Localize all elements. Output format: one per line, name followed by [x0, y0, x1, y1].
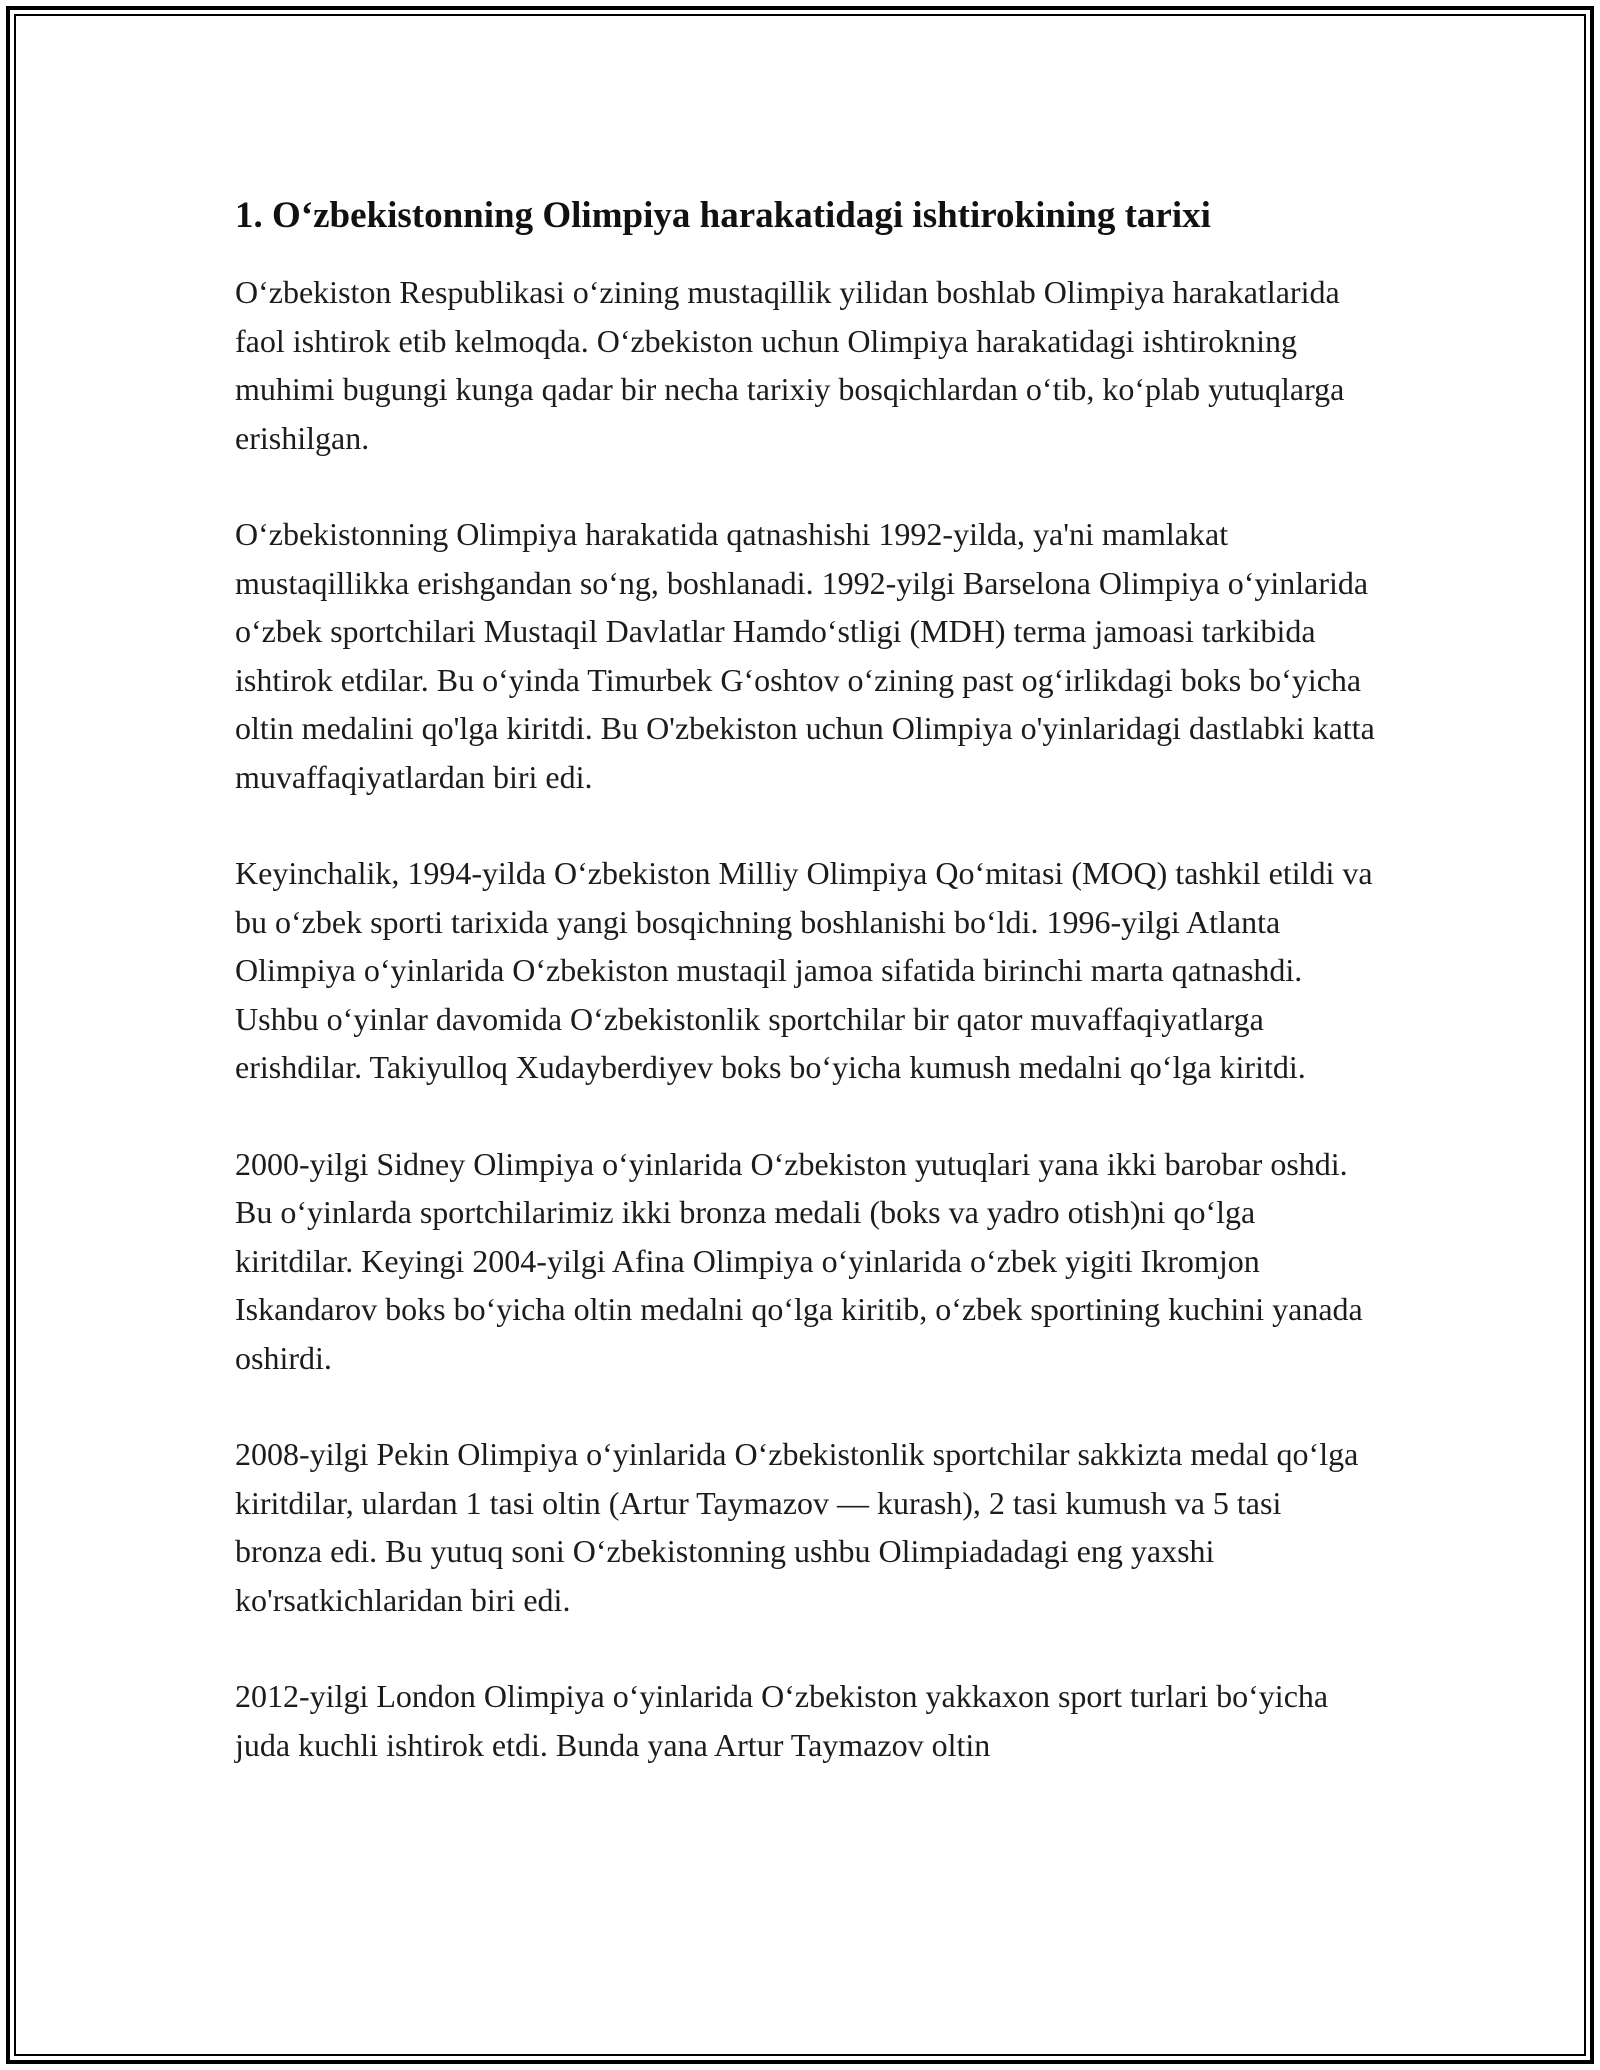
paragraph-intro: O‘zbekiston Respublikasi o‘zining mustaqillik yilidan boshlab Olimpiya harakatlarida faol ishtirok etib kelmoqda. O‘zbekiston uchun Olimpiya harakatidagi ishtirokning muhimi bugungi kunga qadar bir necha tarixiy bosqichlardan o‘tib, ko‘plab yutuqlarga erishilgan. — [235, 274, 1345, 456]
section-heading: 1. O‘zbekistonning Olimpiya harakatidagi ishtirokining tarixi — [235, 195, 1211, 236]
document-page — [235, 188, 1375, 1817]
paragraph-1994-1996: Keyinchalik, 1994-yilda O‘zbekiston Milliy Olimpiya Qo‘mitasi (MOQ) tashkil etildi va bu o‘zbek sporti tarixida yangi bosqichning boshlanishi bo‘ldi. 1996-yilgi Atlanta Olimpiya o‘yinlarida O‘zbekiston mustaqil jamoa sifatida birinchi marta qatnashdi. Ushbu o‘yinlar davomida O‘zbekistonlik sportchilar bir qator muvaffaqiyatlarga erishdilar. Takiyulloq Xudayberdiyev boks bo‘yicha kumush medalni qo‘lga kiritdi. — [235, 855, 1373, 1085]
paragraph-2012: 2012-yilgi London Olimpiya o‘yinlarida O‘zbekiston yakkaxon sport turlari bo‘yicha juda kuchli ishtirok etdi. Bunda yana Artur Taymazov oltin — [235, 1678, 1329, 1763]
paragraph-2008: 2008-yilgi Pekin Olimpiya o‘yinlarida O‘zbekistonlik sportchilar sakkizta medal qo‘lga kiritdilar, ulardan 1 tasi oltin (Artur Taymazov — kurash), 2 tasi kumush va 5 tasi bronza edi. Bu yutuq soni O‘zbekistonning ushbu Olimpiadadagi eng yaxshi ko'rsatkichlaridan biri edi. — [235, 1436, 1359, 1618]
paragraph-1992: O‘zbekistonning Olimpiya harakatida qatnashishi 1992-yilda, ya'ni mamlakat mustaqillikka erishgandan so‘ng, boshlanadi. 1992-yilgi Barselona Olimpiya o‘yinlarida o‘zbek sportchilari Mustaqil Davlatlar Hamdo‘stligi (MDH) terma jamoasi tarkibida ishtirok etdilar. Bu o‘yinda Timurbek G‘oshtov o‘zining past og‘irlikdagi boks bo‘yicha oltin medalini qo'lga kiritdi. Bu O'zbekiston uchun Olimpiya o'yinlaridagi dastlabki katta muvaffaqiyatlardan biri edi. — [235, 516, 1375, 795]
paragraph-2000-2004: 2000-yilgi Sidney Olimpiya o‘yinlarida O‘zbekiston yutuqlari yana ikki barobar oshdi. Bu o‘yinlarda sportchilarimiz ikki bronza medali (boks va yadro otish)ni qo‘lga kiritdilar. Keyingi 2004-yilgi Afina Olimpiya o‘yinlarida o‘zbek yigiti Ikromjon Iskandarov boks bo‘yicha oltin medalni qo‘lga kiritib, o‘zbek sportining kuchini yanada oshirdi. — [235, 1145, 1363, 1376]
